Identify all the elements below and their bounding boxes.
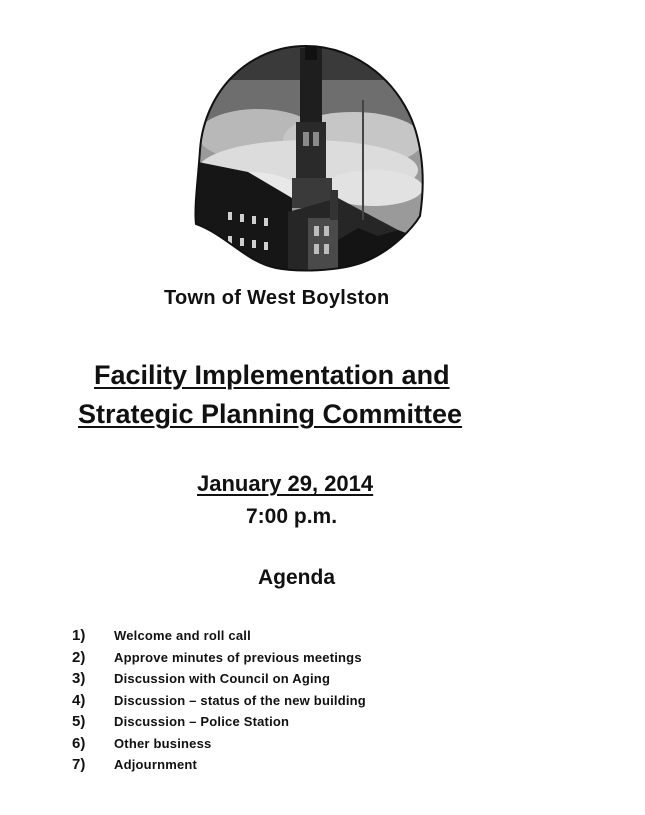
agenda-item [72, 713, 366, 735]
town-seal-logo [188, 40, 424, 272]
meeting-date: January 29, 2014 [197, 471, 374, 496]
committee-title-line2: Strategic Planning Committee [78, 399, 463, 429]
agenda-item-text: Approve minutes of previous meetings [114, 649, 362, 665]
agenda-item-text: Other business [114, 735, 212, 751]
agenda-item-number: 4) [72, 691, 86, 709]
agenda-item [72, 670, 366, 692]
town-name: Town of West Boylston [164, 287, 390, 309]
agenda-item [72, 735, 366, 757]
agenda-item [72, 692, 366, 714]
agenda-item-number: 3) [72, 670, 86, 687]
agenda-item-number: 2) [72, 648, 86, 666]
agenda-heading: Agenda [258, 566, 336, 589]
meeting-time: 7:00 p.m. [246, 505, 338, 528]
agenda-list [72, 627, 366, 778]
agenda-item-text: Discussion with Council on Aging [114, 671, 331, 686]
agenda-item-text: Adjournment [114, 757, 198, 772]
agenda-item-number: 6) [72, 734, 86, 752]
agenda-item [72, 627, 366, 649]
agenda-item [72, 649, 366, 671]
agenda-item-number: 1) [72, 627, 86, 644]
agenda-item [72, 756, 366, 778]
agenda-item-text: Discussion – Police Station [114, 714, 290, 729]
agenda-item-number: 5) [72, 713, 86, 730]
agenda-item-text: Welcome and roll call [114, 628, 251, 643]
agenda-item-text: Discussion – status of the new building [114, 692, 366, 708]
committee-title-line1: Facility Implementation and [94, 360, 450, 390]
agenda-item-number: 7) [72, 756, 86, 773]
